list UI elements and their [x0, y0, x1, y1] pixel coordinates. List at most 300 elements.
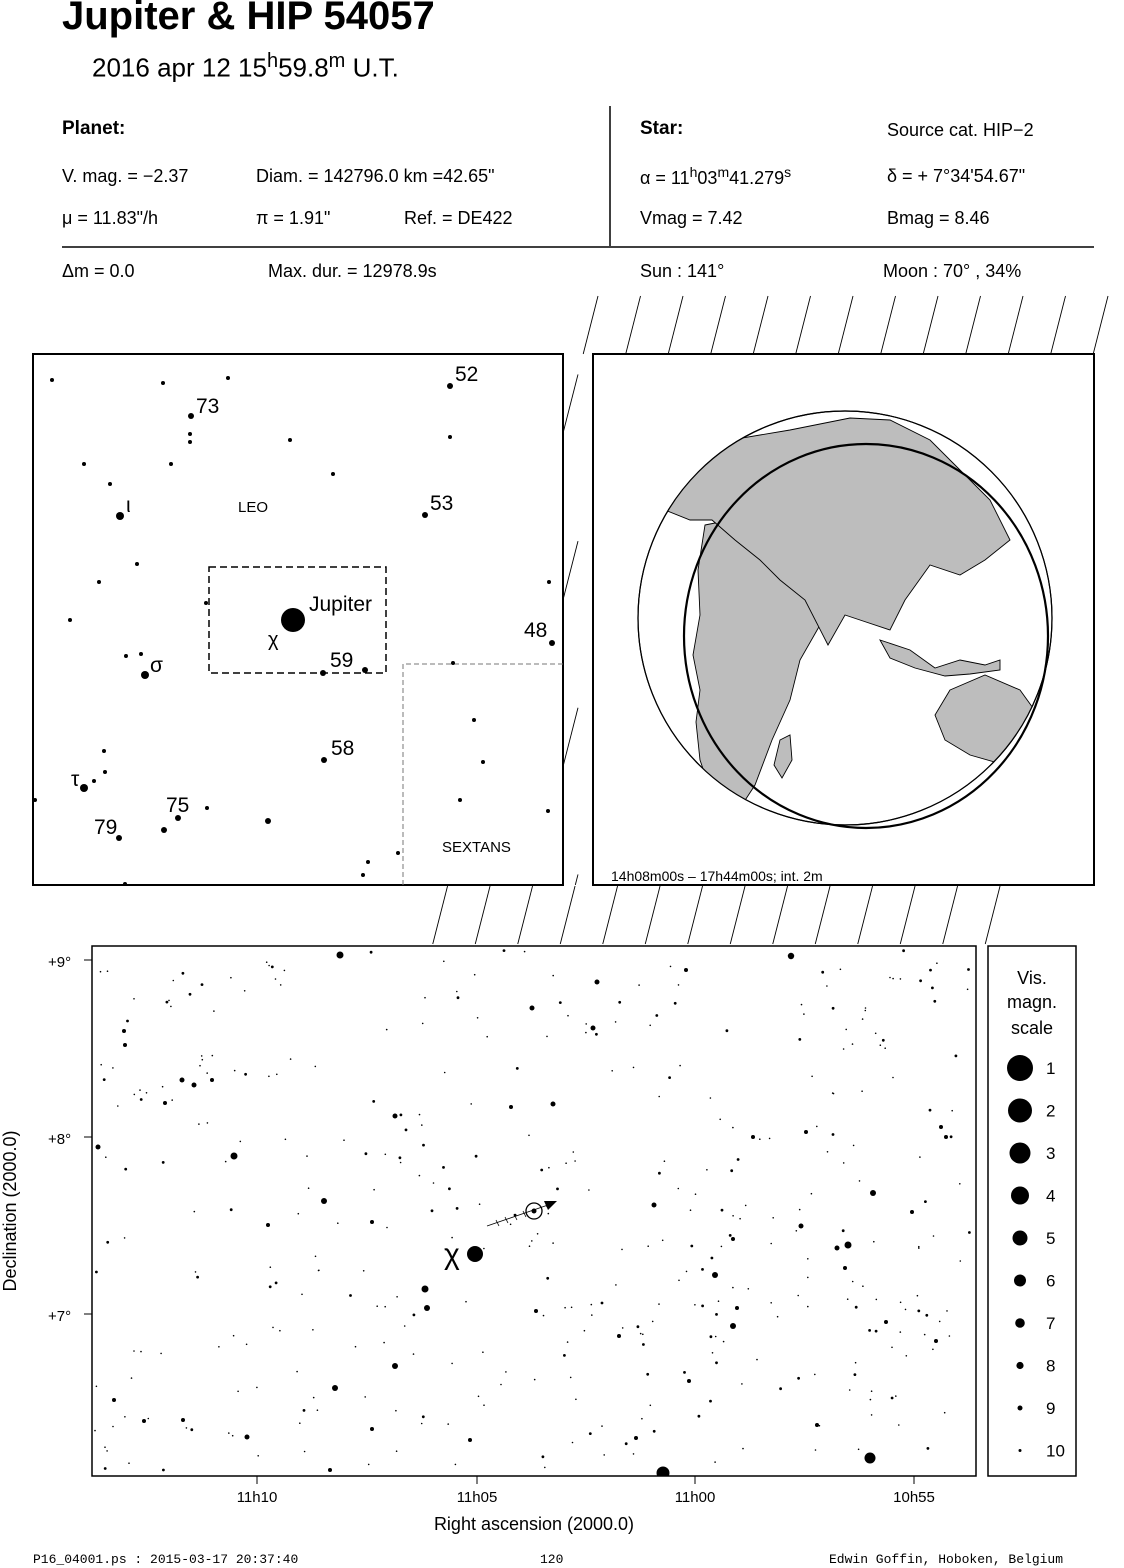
path-line: [753, 296, 768, 354]
field-star: [796, 1230, 798, 1232]
field-star: [832, 1133, 835, 1136]
field-star: [816, 1126, 818, 1128]
field-star: [571, 1307, 573, 1309]
field-star: [811, 1076, 813, 1078]
field-star: [933, 1235, 935, 1237]
field-star: [365, 1152, 368, 1155]
field-star: [585, 1032, 587, 1034]
finder-star: [97, 580, 101, 584]
ra-tick-10h55: 10h55: [893, 1489, 935, 1506]
field-star: [477, 1017, 479, 1019]
field-star: [328, 1468, 332, 1472]
field-star: [400, 1114, 403, 1117]
finder-star: [362, 667, 368, 673]
field-star: [835, 1246, 840, 1251]
field-star: [882, 1039, 885, 1042]
field-star: [100, 971, 102, 973]
field-star: [290, 1058, 292, 1060]
finder-star: [161, 381, 165, 385]
field-star: [363, 1270, 365, 1272]
field-star: [206, 1072, 208, 1074]
field-star: [315, 1066, 317, 1068]
field-star: [186, 1427, 188, 1429]
field-star: [811, 1193, 813, 1195]
field-star: [910, 1210, 914, 1214]
field-star: [431, 1209, 434, 1212]
jupiter-disc: [281, 608, 305, 632]
finder-star: [331, 472, 335, 476]
field-star: [470, 1103, 472, 1105]
field-star: [664, 1160, 666, 1162]
field-star: [162, 1161, 165, 1164]
field-star: [422, 1144, 425, 1147]
field-star: [451, 1363, 453, 1365]
field-star: [944, 1412, 946, 1414]
field-star: [955, 1055, 958, 1058]
field-star: [572, 1442, 574, 1444]
field-star: [640, 1333, 642, 1335]
field-star: [595, 1033, 598, 1036]
field-star: [788, 953, 794, 959]
field-star: [918, 1247, 920, 1249]
field-star: [843, 1162, 845, 1164]
field-star: [534, 1379, 536, 1381]
dec-tick-8: +8°: [48, 1131, 72, 1148]
field-star: [698, 1415, 701, 1418]
field-star: [163, 1101, 167, 1105]
star-label-48: 48: [524, 619, 548, 642]
star-label-chi: χ: [268, 629, 279, 651]
scale-dot: [1008, 1099, 1032, 1123]
field-star: [296, 1371, 298, 1373]
field-star: [906, 1355, 908, 1357]
field-star: [862, 1285, 864, 1287]
field-star: [690, 1209, 692, 1211]
finder-star: [226, 376, 230, 380]
field-star: [968, 1231, 971, 1234]
field-star: [748, 1288, 750, 1290]
field-star: [889, 977, 891, 979]
scale-dot: [1010, 1143, 1031, 1164]
field-star: [124, 1416, 126, 1418]
field-star: [105, 1156, 107, 1158]
field-star: [134, 1094, 136, 1096]
field-star: [386, 1227, 388, 1229]
field-star: [321, 1198, 327, 1204]
field-star: [503, 949, 506, 952]
field-star: [799, 1209, 801, 1211]
field-star: [368, 1464, 370, 1466]
field-star: [284, 970, 286, 972]
finder-star: [472, 718, 476, 722]
field-star: [94, 1430, 96, 1432]
field-star: [162, 1086, 164, 1088]
field-star: [399, 1156, 402, 1159]
field-star: [871, 1390, 873, 1392]
field-star: [712, 1352, 714, 1354]
field-star: [658, 1172, 661, 1175]
field-star: [853, 1145, 855, 1147]
field-star: [126, 1020, 129, 1023]
field-star: [510, 1224, 512, 1226]
field-star: [413, 1314, 416, 1317]
field-star: [637, 1325, 640, 1328]
field-star: [529, 1245, 531, 1247]
field-star: [819, 1425, 821, 1427]
field-star: [870, 1190, 876, 1196]
field-star: [386, 1029, 388, 1031]
field-star: [483, 1248, 485, 1250]
footer-page-number: 120: [540, 1552, 564, 1567]
field-star: [168, 1000, 170, 1002]
field-star: [653, 1430, 656, 1433]
field-star: [649, 1025, 651, 1027]
finder-star: [80, 784, 88, 792]
field-star: [849, 1389, 851, 1391]
path-line: [475, 886, 490, 944]
field-star: [924, 1334, 926, 1336]
field-star: [601, 1302, 604, 1305]
field-star: [745, 1205, 747, 1207]
field-star: [212, 1055, 214, 1057]
field-star: [556, 1188, 559, 1191]
path-line: [688, 886, 703, 944]
scale-title-line1: Vis.: [1017, 968, 1047, 988]
finder-star: [188, 432, 192, 436]
field-star: [934, 1339, 938, 1343]
field-star: [275, 978, 277, 980]
field-star: [865, 1010, 867, 1012]
field-star: [967, 989, 969, 991]
path-line: [966, 296, 981, 354]
finder-star: [102, 749, 106, 753]
detail-star-chart: [0, 946, 976, 1534]
field-star: [715, 1313, 718, 1316]
field-star: [303, 1409, 306, 1412]
field-star: [759, 1138, 761, 1140]
path-line: [668, 296, 683, 354]
field-star: [202, 1059, 204, 1061]
time-range-caption: 14h08m00s – 17h44m00s; int. 2m: [611, 868, 823, 884]
field-star: [448, 1187, 451, 1190]
field-star: [567, 1341, 569, 1343]
field-star: [854, 1373, 857, 1376]
star-label-53: 53: [430, 492, 454, 515]
scale-dot: [1014, 1275, 1026, 1287]
scale-value: 2: [1046, 1101, 1056, 1121]
finder-star: [205, 806, 209, 810]
field-star: [739, 1218, 741, 1220]
field-star: [162, 1469, 165, 1472]
field-star: [509, 1105, 513, 1109]
field-star: [770, 1302, 772, 1304]
field-star: [225, 1161, 227, 1163]
field-star: [615, 1021, 617, 1023]
field-star: [658, 1096, 660, 1098]
field-star: [422, 1286, 429, 1293]
field-star: [124, 1168, 127, 1171]
field-star: [106, 1241, 109, 1244]
scale-dot: [1019, 1449, 1022, 1452]
field-star: [95, 1271, 98, 1274]
field-star: [694, 1304, 696, 1306]
field-star: [524, 951, 526, 953]
field-star: [534, 1309, 538, 1313]
field-star: [732, 1215, 734, 1217]
field-star: [917, 1295, 919, 1297]
field-star: [257, 1455, 259, 1457]
field-star: [148, 1418, 150, 1420]
field-star: [181, 1418, 185, 1422]
field-star: [567, 1015, 569, 1017]
path-line: [773, 886, 788, 944]
field-star: [960, 1260, 962, 1262]
finder-star: [458, 798, 462, 802]
star-bmag: Bmag = 8.46: [887, 208, 990, 228]
field-star: [927, 1447, 930, 1450]
field-star: [201, 1055, 203, 1057]
finder-star: [320, 670, 326, 676]
field-star: [128, 1462, 130, 1464]
planet-header: Planet:: [62, 118, 126, 139]
field-star: [655, 1014, 658, 1017]
star-label-52: 52: [455, 363, 479, 386]
scale-value: 10: [1046, 1441, 1065, 1461]
field-star: [779, 1387, 782, 1390]
field-star: [865, 1453, 876, 1464]
field-star: [131, 1377, 133, 1379]
field-star: [396, 1296, 398, 1298]
finder-star: [288, 438, 292, 442]
field-star: [234, 1070, 236, 1072]
finder-star: [396, 851, 400, 855]
field-star: [876, 1299, 878, 1301]
star-label-sigma: σ: [150, 654, 163, 677]
finder-star: [33, 798, 37, 802]
field-star: [312, 1329, 314, 1331]
field-star: [642, 1334, 644, 1336]
star-label-59: 59: [330, 649, 354, 672]
field-star: [715, 1361, 718, 1364]
field-star: [457, 996, 460, 999]
field-star: [919, 1156, 921, 1158]
field-star: [104, 1446, 106, 1448]
field-star: [396, 1450, 398, 1452]
field-star: [770, 1243, 772, 1245]
field-star: [133, 998, 135, 1000]
field-star: [140, 1098, 143, 1101]
field-star: [797, 1295, 799, 1297]
field-star: [542, 1455, 545, 1458]
finder-star: [188, 440, 192, 444]
finder-star: [50, 378, 54, 382]
field-star: [815, 1423, 819, 1427]
field-star: [615, 1284, 617, 1286]
field-star: [318, 1270, 320, 1272]
field-star: [103, 1078, 106, 1081]
field-star: [929, 1109, 932, 1112]
field-star: [530, 1006, 535, 1011]
field-star: [447, 1423, 449, 1425]
field-star: [317, 1409, 319, 1411]
finder-star: [141, 671, 149, 679]
field-star: [433, 1182, 435, 1184]
field-star: [769, 1138, 771, 1140]
star-vmag: Vmag = 7.42: [640, 208, 743, 228]
field-star: [684, 968, 688, 972]
field-star: [139, 1089, 141, 1091]
field-star: [668, 1076, 671, 1079]
field-star: [280, 984, 282, 986]
field-star: [315, 1256, 317, 1258]
ra-tick-11h10: 11h10: [236, 1489, 278, 1506]
star-declination: δ = + 7°34'54.67": [887, 166, 1026, 186]
field-star: [678, 1280, 680, 1282]
field-star: [721, 1209, 724, 1212]
field-star: [285, 1139, 287, 1141]
path-line: [985, 886, 1000, 944]
field-star: [196, 1276, 199, 1279]
field-star: [777, 1316, 779, 1318]
field-star: [228, 1432, 230, 1434]
field-star: [646, 1373, 649, 1376]
field-star: [932, 1349, 934, 1351]
field-star: [210, 1078, 214, 1082]
field-star: [364, 1396, 366, 1398]
field-star: [563, 1354, 566, 1357]
field-star: [170, 1006, 172, 1008]
field-star: [551, 1102, 556, 1107]
field-star: [370, 951, 373, 954]
field-star: [308, 1187, 310, 1189]
star-label-tau: τ: [71, 768, 80, 791]
path-line: [560, 886, 575, 944]
field-star: [442, 1166, 445, 1169]
field-star: [201, 983, 204, 986]
field-star: [891, 1397, 894, 1400]
field-star: [652, 1321, 654, 1323]
field-star: [244, 990, 246, 992]
field-star: [373, 1189, 375, 1191]
field-star: [871, 1414, 873, 1416]
dec-tick-7: +7°: [48, 1308, 72, 1325]
field-star: [678, 1188, 680, 1190]
field-star: [657, 1467, 670, 1480]
field-star: [832, 1007, 835, 1010]
field-star: [483, 1404, 485, 1406]
finder-star: [68, 618, 72, 622]
field-star: [192, 1083, 197, 1088]
field-star: [231, 1153, 238, 1160]
field-star: [601, 1425, 603, 1427]
field-star: [709, 1400, 712, 1403]
field-star: [123, 1043, 127, 1047]
field-star: [625, 1442, 628, 1445]
field-star: [686, 1271, 688, 1273]
field-star: [421, 1423, 423, 1425]
field-star: [385, 1154, 387, 1156]
path-line: [900, 886, 915, 944]
field-star: [106, 1450, 108, 1452]
field-star: [840, 969, 842, 971]
field-star: [712, 1272, 718, 1278]
field-star: [96, 1145, 101, 1150]
field-star: [650, 1405, 652, 1407]
finder-star: [124, 654, 128, 658]
field-star: [944, 1135, 948, 1139]
field-star: [332, 1385, 338, 1391]
field-star: [803, 1013, 805, 1015]
y-axis-label: Declination (2000.0): [0, 1130, 20, 1292]
scale-dot: [1018, 1406, 1023, 1411]
finder-chart: [33, 354, 563, 886]
planet-diameter: Diam. = 142796.0 km =42.65": [256, 166, 495, 186]
field-star: [207, 1122, 209, 1124]
field-star: [543, 1315, 545, 1317]
field-star: [256, 1387, 258, 1389]
magnitude-scale: [988, 946, 1076, 1476]
field-star: [337, 952, 344, 959]
field-star: [807, 1258, 809, 1260]
path-line: [943, 886, 958, 944]
finder-star: [366, 860, 370, 864]
field-star: [233, 1335, 235, 1337]
field-star: [122, 1029, 126, 1033]
field-star: [732, 1287, 734, 1289]
field-star: [701, 1268, 704, 1271]
finder-star: [139, 652, 143, 656]
star-label-75: 75: [166, 794, 190, 817]
field-star: [633, 1067, 635, 1069]
field-star: [933, 1000, 936, 1003]
field-star: [372, 1100, 375, 1103]
field-star: [244, 1073, 247, 1076]
finder-star: [123, 882, 127, 886]
field-star: [230, 1208, 233, 1211]
field-star: [845, 1242, 852, 1249]
field-star: [393, 1114, 398, 1119]
field-star: [847, 1298, 849, 1300]
star-label-58: 58: [331, 737, 355, 760]
path-line: [1051, 296, 1066, 354]
field-star: [737, 1158, 740, 1161]
field-star: [107, 970, 109, 972]
field-star: [269, 1285, 272, 1288]
field-star: [474, 974, 476, 976]
field-star: [695, 1193, 697, 1195]
field-star: [591, 1026, 596, 1031]
field-star: [160, 1353, 162, 1355]
field-star: [140, 1351, 142, 1353]
field-star: [301, 1294, 303, 1296]
field-star: [392, 1363, 398, 1369]
field-star: [166, 1001, 169, 1004]
field-star: [687, 1379, 691, 1383]
path-line: [730, 886, 745, 944]
field-star: [858, 1449, 860, 1451]
field-star: [706, 1169, 708, 1171]
planet-vmag: V. mag. = −2.37: [62, 166, 189, 186]
field-star: [710, 1097, 712, 1099]
planet-motion: μ = 11.83"/h: [62, 208, 158, 228]
field-star: [456, 991, 458, 993]
finder-star: [265, 818, 271, 824]
field-star: [641, 1418, 643, 1420]
field-star: [741, 1383, 743, 1385]
field-star: [900, 1331, 902, 1333]
field-star: [633, 1453, 635, 1455]
field-star: [726, 1029, 729, 1032]
